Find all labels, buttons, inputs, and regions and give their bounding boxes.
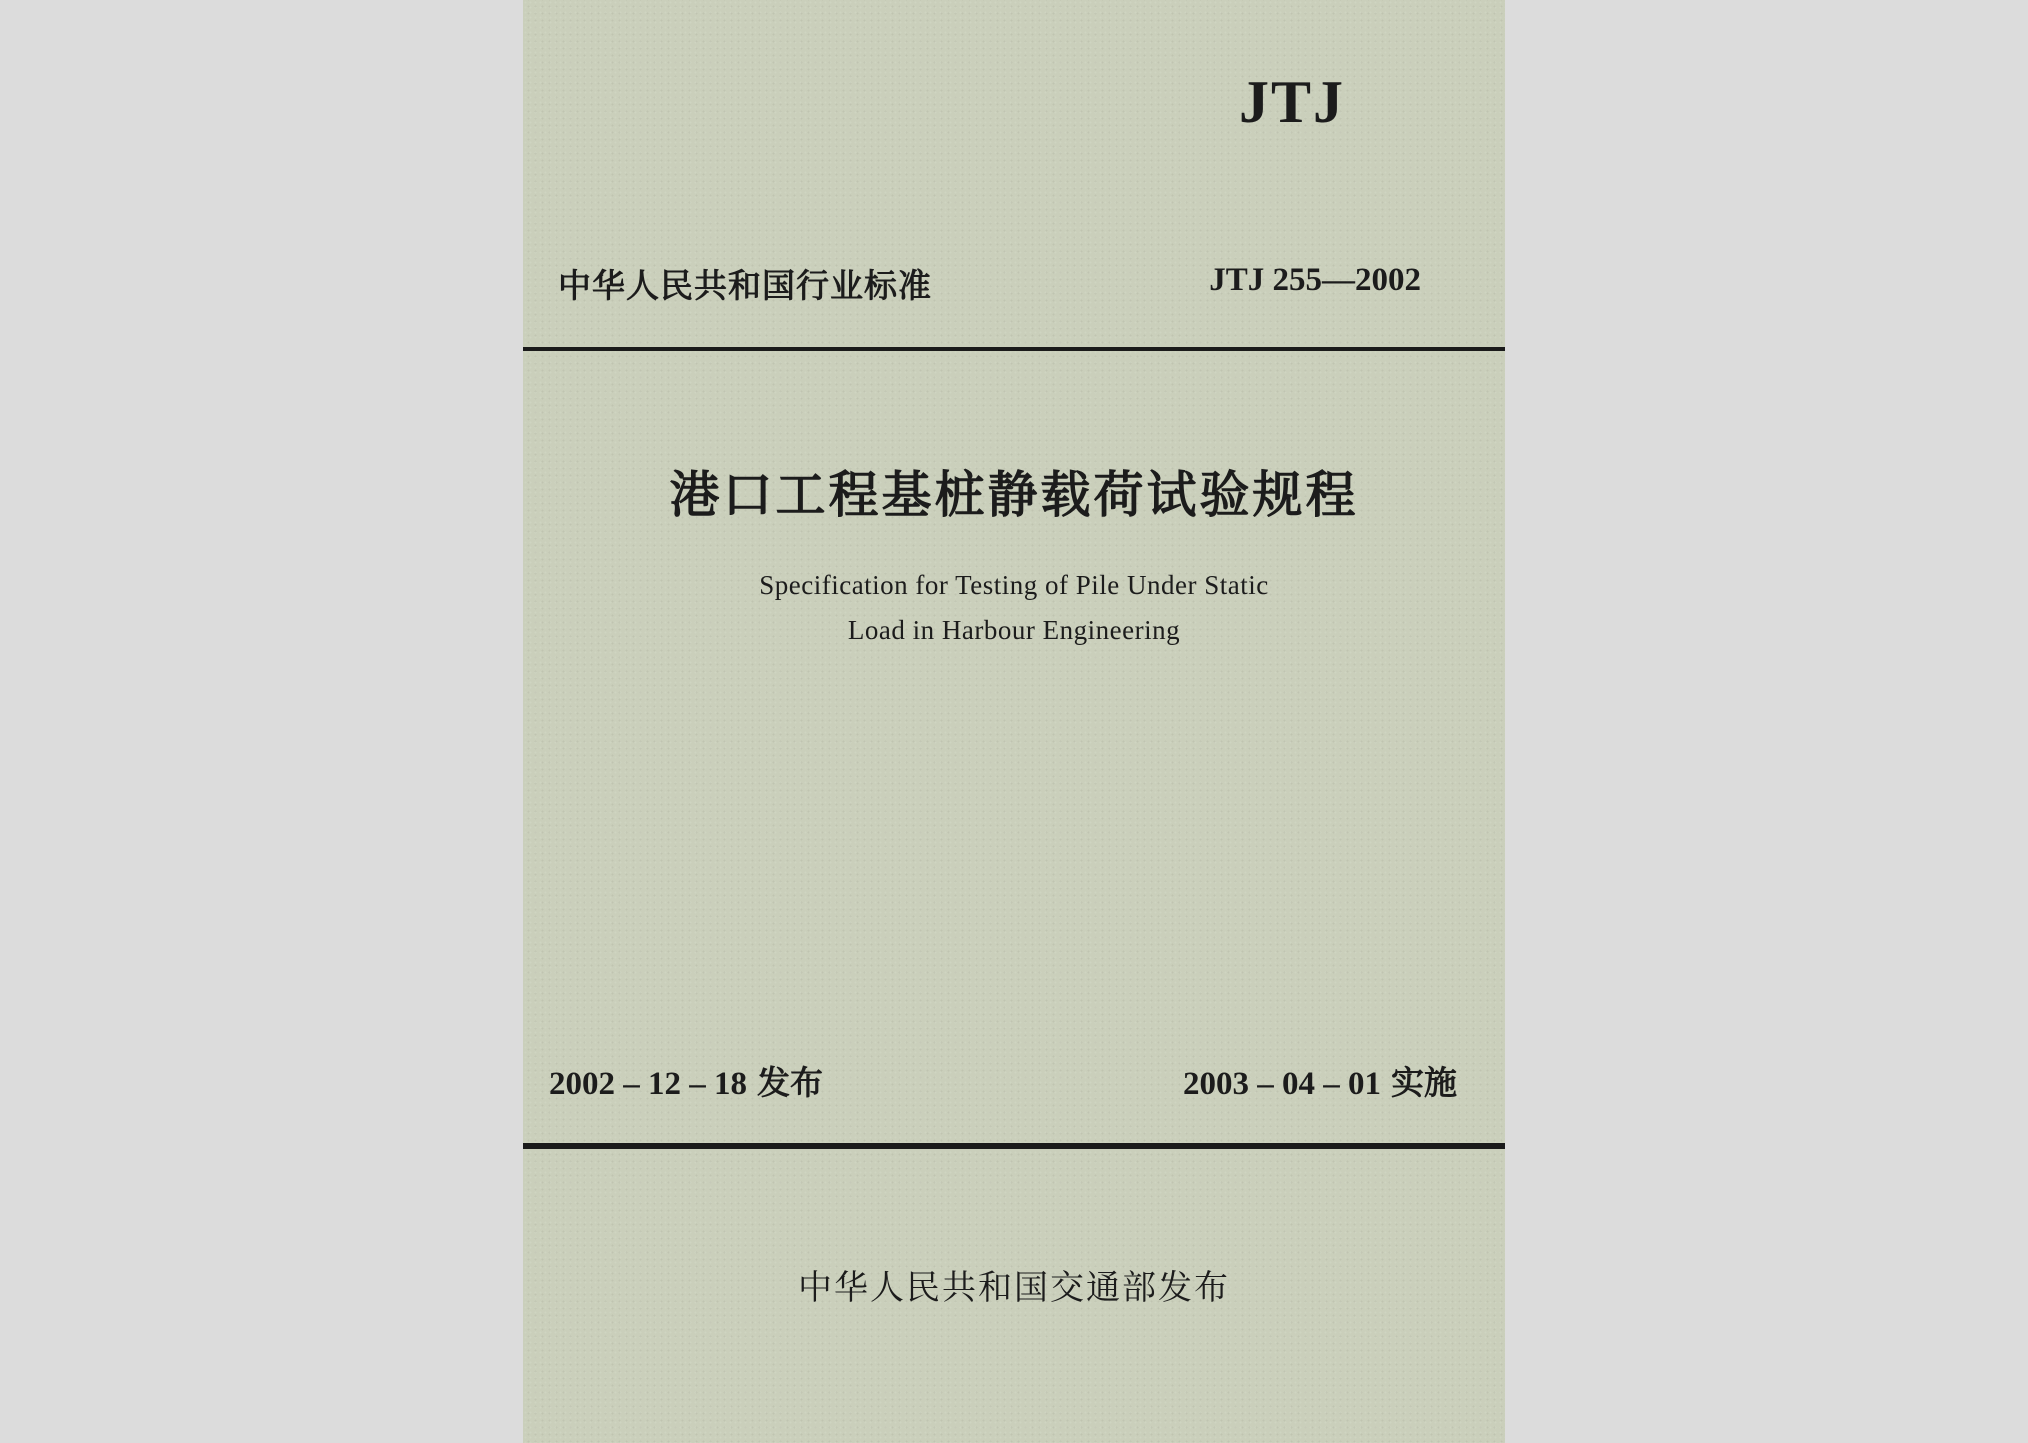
top-divider bbox=[523, 347, 1505, 351]
series-code: JTJ bbox=[1238, 69, 1345, 135]
title-chinese: 港口工程基桩静载荷试验规程 bbox=[669, 466, 1359, 524]
issue-date-label: 发布 bbox=[757, 1063, 823, 1102]
implementation-date bbox=[1183, 1057, 1457, 1104]
standard-number: JTJ 255—2002 bbox=[1209, 262, 1421, 298]
title-english-line-2: Load in Harbour Engineering bbox=[847, 615, 1181, 645]
book-cover bbox=[523, 0, 1505, 1443]
implementation-date-label: 实施 bbox=[1391, 1063, 1457, 1102]
issue-date-value: 2002 – 12 – 18 bbox=[549, 1066, 747, 1102]
title-english-line-1: Specification for Testing of Pile Under Static bbox=[759, 570, 1269, 600]
implementation-date-value: 2003 – 04 – 01 bbox=[1183, 1066, 1381, 1102]
publisher: 中华人民共和国交通部发布 bbox=[798, 1268, 1230, 1308]
issue-date bbox=[549, 1057, 823, 1104]
title-english bbox=[523, 563, 1505, 653]
industry-standard-label: 中华人民共和国行业标准 bbox=[558, 266, 932, 305]
bottom-divider bbox=[523, 1143, 1505, 1149]
